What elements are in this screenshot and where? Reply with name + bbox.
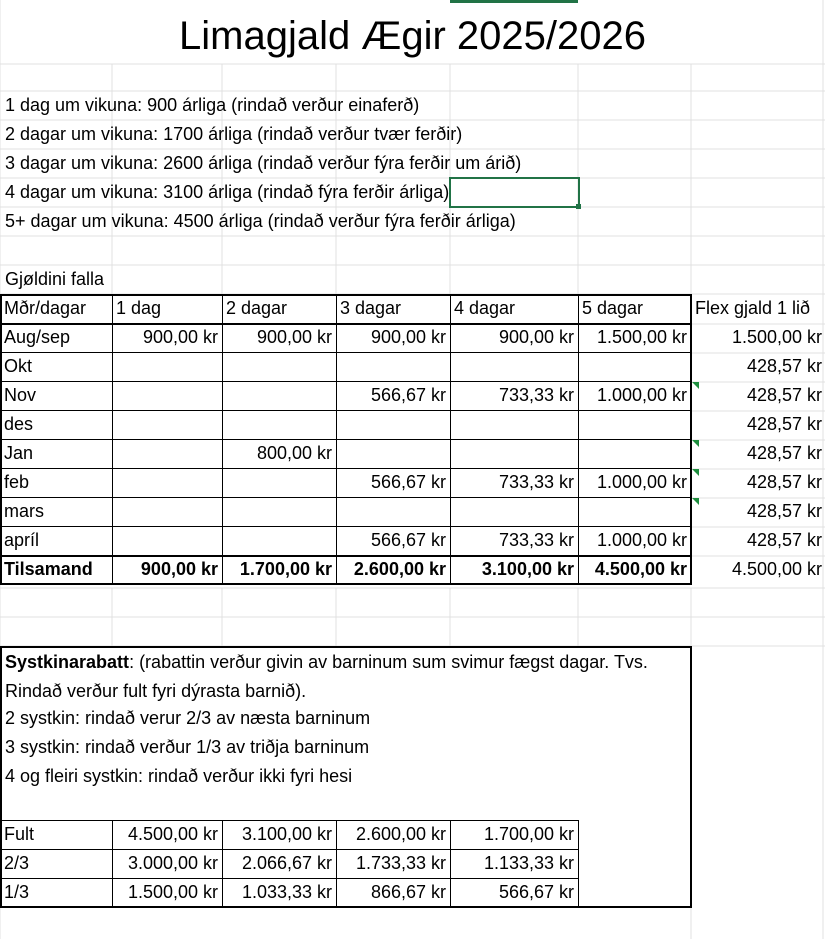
sibling-table-cell-r1-c2[interactable]: 2.066,67 kr bbox=[241, 853, 332, 873]
sibling-table-cell-r0-c0[interactable]: Fult bbox=[4, 824, 35, 844]
fee-table-cell-r1-c3[interactable]: 900,00 kr bbox=[370, 327, 446, 347]
fee-table-cell-r8-c4[interactable]: 733,33 kr bbox=[498, 530, 574, 550]
fee-table-cell-r7-c6[interactable]: 428,57 kr bbox=[746, 501, 822, 521]
fee-table-cell-r8-c0[interactable]: apríl bbox=[4, 530, 40, 550]
fee-table-cell-r8-c3[interactable]: 566,67 kr bbox=[370, 530, 446, 550]
fee-table-row-divider bbox=[0, 323, 691, 325]
fill-handle[interactable] bbox=[576, 204, 581, 209]
fee-table-cell-r4-c6[interactable]: 428,57 kr bbox=[746, 414, 822, 434]
pricing-line-5[interactable]: 5+ dagar um vikuna: 4500 árliga (rindað verður fýra ferðir árliga) bbox=[5, 211, 516, 231]
fee-table-total-cell-1[interactable]: 900,00 kr bbox=[140, 559, 218, 579]
sibling-table-cell-r2-c3[interactable]: 866,67 kr bbox=[370, 882, 446, 902]
sibling-table-cell-r0-c2[interactable]: 3.100,00 kr bbox=[241, 824, 332, 844]
fee-table-cell-r5-c2[interactable]: 800,00 kr bbox=[256, 443, 332, 463]
fee-table-row-divider bbox=[0, 439, 691, 440]
fee-table-cell-r2-c0[interactable]: Okt bbox=[4, 356, 33, 376]
fee-table-cell-r8-c6[interactable]: 428,57 kr bbox=[746, 530, 822, 550]
fee-table-row-divider bbox=[0, 410, 691, 411]
fee-table-cell-r3-c6[interactable]: 428,57 kr bbox=[746, 385, 822, 405]
fee-table-cell-r5-c6[interactable]: 428,57 kr bbox=[746, 443, 822, 463]
fee-table-row-divider bbox=[0, 555, 691, 557]
comment-indicator-icon[interactable] bbox=[692, 469, 699, 476]
pricing-line-3[interactable]: 3 dagar um vikuna: 2600 árliga (rindað verður fýra ferðir um árið) bbox=[5, 153, 522, 173]
fee-table-cell-r3-c4[interactable]: 733,33 kr bbox=[498, 385, 574, 405]
fee-table-row-divider bbox=[0, 526, 691, 527]
sibling-rule-3[interactable]: 4 og fleiri systkin: rindað verður ikki fyri hesi bbox=[5, 766, 353, 786]
fee-table-cell-r1-c0[interactable]: Aug/sep bbox=[4, 327, 71, 347]
sibling-table-cell-r2-c2[interactable]: 1.033,33 kr bbox=[241, 882, 332, 902]
fee-table-total-cell-4[interactable]: 3.100,00 kr bbox=[481, 559, 574, 579]
fee-table-cell-r3-c3[interactable]: 566,67 kr bbox=[370, 385, 446, 405]
fee-table-cell-r1-c2[interactable]: 900,00 kr bbox=[256, 327, 332, 347]
comment-indicator-icon[interactable] bbox=[692, 498, 699, 505]
fee-table-cell-r1-c1[interactable]: 900,00 kr bbox=[142, 327, 218, 347]
fee-table-cell-r2-c6[interactable]: 428,57 kr bbox=[746, 356, 822, 376]
fee-table-total-cell-0[interactable]: Tilsamand bbox=[4, 559, 93, 579]
fee-table-total-cell-3[interactable]: 2.600,00 kr bbox=[353, 559, 446, 579]
fee-table-cell-r4-c0[interactable]: des bbox=[4, 414, 34, 434]
fee-table-header-1[interactable]: 1 dag bbox=[116, 298, 162, 318]
sibling-table-cell-r1-c3[interactable]: 1.733,33 kr bbox=[355, 853, 446, 873]
sibling-table-row-divider bbox=[0, 849, 578, 850]
fee-table-header-0[interactable]: Mðr/dagar bbox=[4, 298, 87, 318]
fee-table-row-divider bbox=[0, 468, 691, 469]
sibling-table-row-divider bbox=[0, 907, 578, 908]
fee-table-cell-r6-c4[interactable]: 733,33 kr bbox=[498, 472, 574, 492]
column-header-selection-mark bbox=[450, 0, 578, 3]
sibling-table-cell-r0-c4[interactable]: 1.700,00 kr bbox=[483, 824, 574, 844]
fee-table-cell-r3-c0[interactable]: Nov bbox=[4, 385, 37, 405]
sibling-rule-2[interactable]: 3 systkin: rindað verður 1/3 av triðja barninum bbox=[5, 737, 370, 757]
sibling-table-col-divider bbox=[336, 820, 337, 907]
fee-table-cell-r8-c5[interactable]: 1.000,00 kr bbox=[596, 530, 687, 550]
fee-table-cell-r1-c6[interactable]: 1.500,00 kr bbox=[731, 327, 822, 347]
comment-indicator-icon[interactable] bbox=[692, 382, 699, 389]
sibling-table-cell-r1-c4[interactable]: 1.133,33 kr bbox=[483, 853, 574, 873]
sibling-discount-heading: Systkinarabatt bbox=[5, 652, 130, 672]
fee-table-total-cell-6[interactable]: 4.500,00 kr bbox=[731, 559, 822, 579]
fees-due-label[interactable]: Gjøldini falla bbox=[5, 269, 105, 289]
fee-table-header-5[interactable]: 5 dagar bbox=[582, 298, 644, 318]
sibling-table-cell-r2-c1[interactable]: 1.500,00 kr bbox=[127, 882, 218, 902]
fee-table-cell-r6-c3[interactable]: 566,67 kr bbox=[370, 472, 446, 492]
fee-table-cell-r6-c0[interactable]: feb bbox=[4, 472, 30, 492]
comment-indicator-icon[interactable] bbox=[692, 440, 699, 447]
fee-table-total-cell-2[interactable]: 1.700,00 kr bbox=[239, 559, 332, 579]
fee-table-row-divider bbox=[0, 381, 691, 382]
pricing-line-1[interactable]: 1 dag um vikuna: 900 árliga (rindað verður einaferð) bbox=[5, 95, 420, 115]
sibling-table-cell-r2-c0[interactable]: 1/3 bbox=[4, 882, 30, 902]
sibling-table-col-divider bbox=[578, 820, 579, 907]
sibling-table-row-divider bbox=[0, 820, 578, 821]
sibling-table-cell-r0-c3[interactable]: 2.600,00 kr bbox=[355, 824, 446, 844]
fee-table-cell-r3-c5[interactable]: 1.000,00 kr bbox=[596, 385, 687, 405]
sibling-table-cell-r2-c4[interactable]: 566,67 kr bbox=[498, 882, 574, 902]
fee-table-cell-r1-c5[interactable]: 1.500,00 kr bbox=[596, 327, 687, 347]
fee-table-cell-r1-c4[interactable]: 900,00 kr bbox=[498, 327, 574, 347]
fee-table-row-divider bbox=[0, 497, 691, 498]
sibling-table-cell-r1-c1[interactable]: 3.000,00 kr bbox=[127, 853, 218, 873]
sibling-table-row-divider bbox=[0, 878, 578, 879]
active-cell-selection[interactable] bbox=[449, 177, 580, 208]
sibling-table-col-divider bbox=[112, 820, 113, 907]
fee-table-cell-r7-c0[interactable]: mars bbox=[4, 501, 44, 521]
sibling-table-cell-r0-c1[interactable]: 4.500,00 kr bbox=[127, 824, 218, 844]
sibling-rule-1[interactable]: 2 systkin: rindað verur 2/3 av næsta barninum bbox=[5, 708, 371, 728]
sibling-discount-intro[interactable] bbox=[5, 648, 685, 706]
fee-table-cell-r5-c0[interactable]: Jan bbox=[4, 443, 34, 463]
fee-table-header-6[interactable]: Flex gjald 1 lið bbox=[695, 298, 811, 318]
pricing-line-4[interactable]: 4 dagar um vikuna: 3100 árliga (rindað fýra ferðir árliga) bbox=[5, 182, 450, 202]
pricing-line-2[interactable]: 2 dagar um vikuna: 1700 árliga (rindað verður tvær ferðir) bbox=[5, 124, 463, 144]
sibling-discount-description: : (rabattin verður givin av barninum sum svimur fægst dagar. Tvs. Rindað verður fult fyri dýrasta barnið). bbox=[5, 652, 648, 701]
sibling-table-col-divider bbox=[222, 820, 223, 907]
sibling-table-col-divider bbox=[450, 820, 451, 907]
fee-table-header-3[interactable]: 3 dagar bbox=[340, 298, 402, 318]
page-title[interactable]: Limagjald Ægir 2025/2026 bbox=[179, 14, 646, 58]
fee-table-cell-r6-c6[interactable]: 428,57 kr bbox=[746, 472, 822, 492]
fee-table-header-2[interactable]: 2 dagar bbox=[226, 298, 288, 318]
sibling-table-cell-r1-c0[interactable]: 2/3 bbox=[4, 853, 30, 873]
fee-table-cell-r6-c5[interactable]: 1.000,00 kr bbox=[596, 472, 687, 492]
fee-table-row-divider bbox=[0, 352, 691, 353]
fee-table-total-cell-5[interactable]: 4.500,00 kr bbox=[594, 559, 687, 579]
fee-table-header-4[interactable]: 4 dagar bbox=[454, 298, 516, 318]
